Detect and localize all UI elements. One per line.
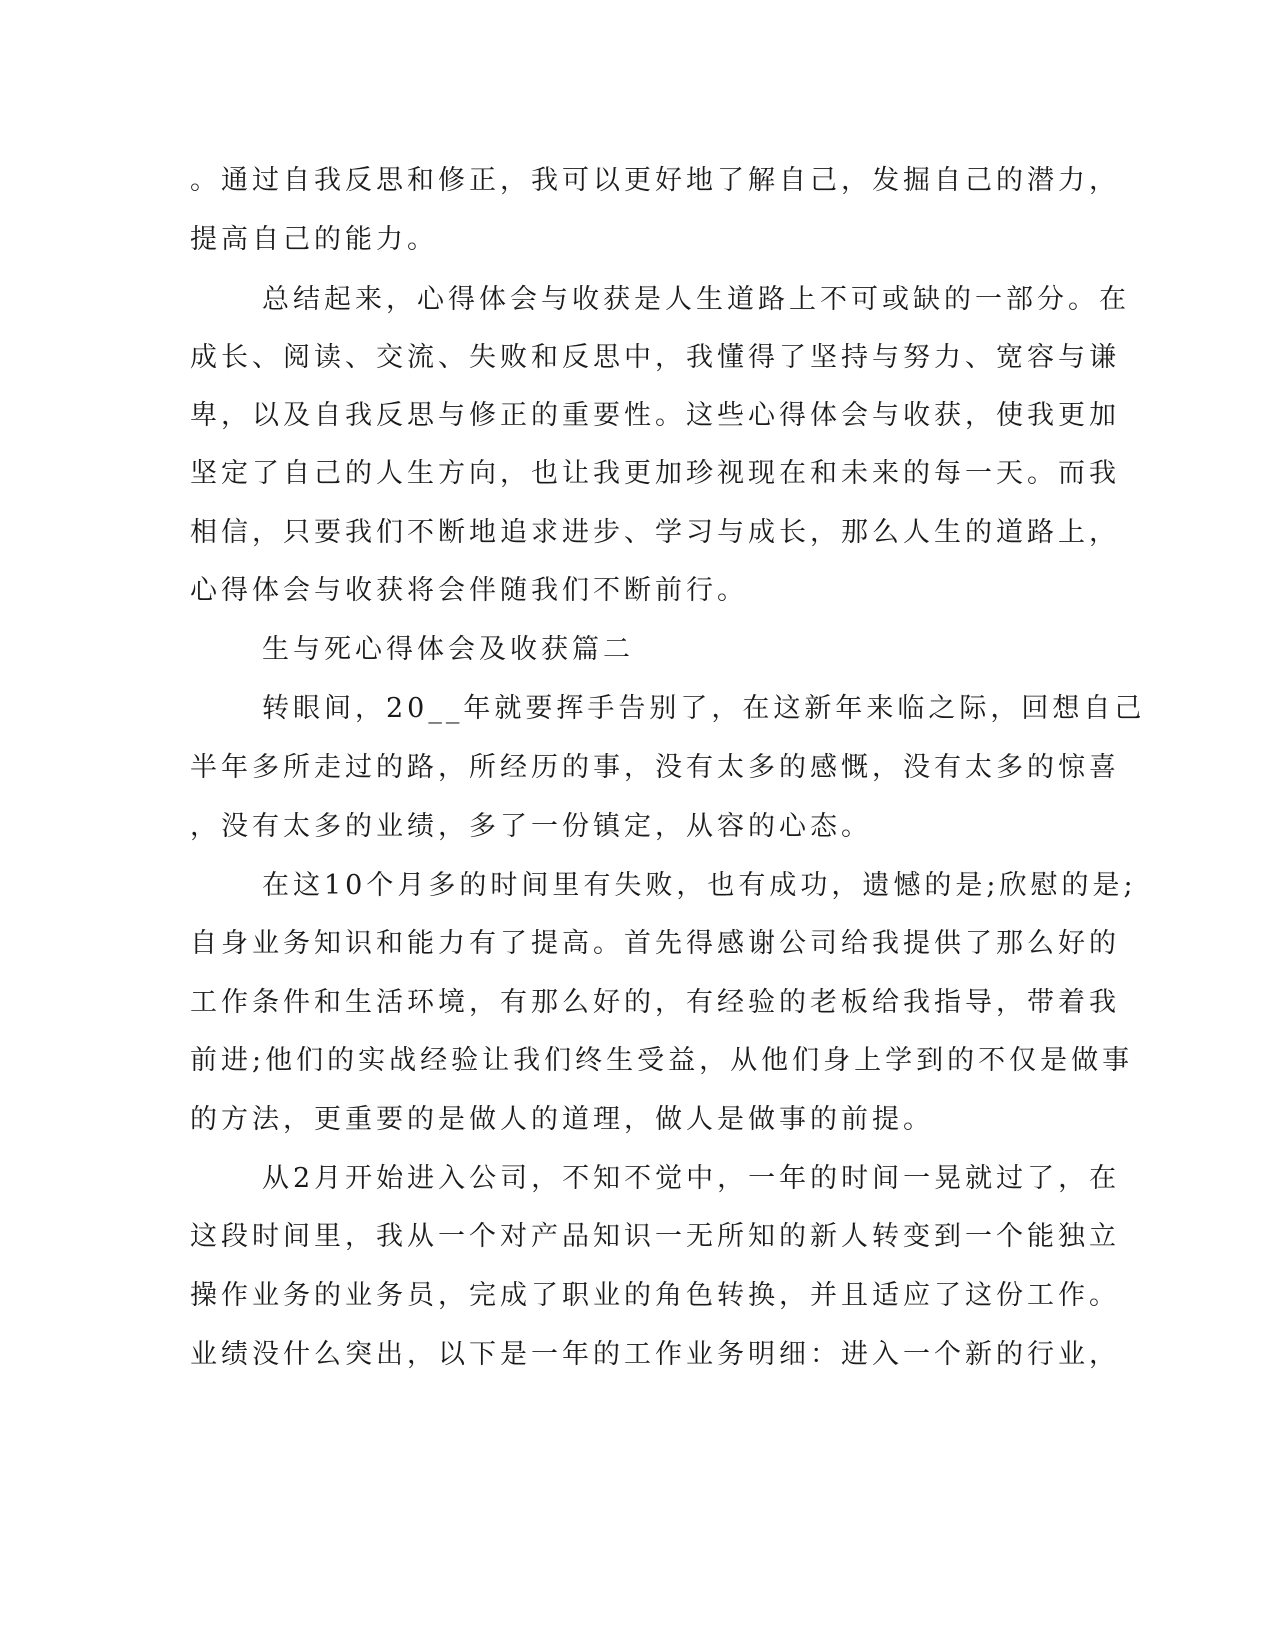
text-line: 这段时间里，我从一个对产品知识一无所知的新人转变到一个能独立 — [190, 1221, 1120, 1252]
text-line: 半年多所走过的路，所经历的事，没有太多的感慨，没有太多的惊喜 — [190, 752, 1120, 783]
text-line: 前进;他们的实战经验让我们终生受益，从他们身上学到的不仅是做事 — [190, 1045, 1134, 1076]
text-line: 的方法，更重要的是做人的道理，做人是做事的前提。 — [190, 1104, 934, 1135]
section-heading: 生与死心得体会及收获篇二 — [262, 634, 634, 665]
text-line: ，没有太多的业绩，多了一份镇定，从容的心态。 — [190, 811, 872, 842]
text-line: 坚定了自己的人生方向，也让我更加珍视现在和未来的每一天。而我 — [190, 458, 1120, 489]
text-line: 心得体会与收获将会伴随我们不断前行。 — [190, 575, 748, 606]
text-line: 提高自己的能力。 — [190, 224, 438, 255]
paragraph-first-line: 从2月开始进入公司，不知不觉中，一年的时间一晃就过了，在 — [262, 1163, 1121, 1194]
paragraph-first-line: 在这10个月多的时间里有失败，也有成功，遗憾的是;欣慰的是; — [262, 870, 1137, 901]
text-line: 卑，以及自我反思与修正的重要性。这些心得体会与收获，使我更加 — [190, 400, 1120, 431]
text-line: 业绩没什么突出，以下是一年的工作业务明细：进入一个新的行业， — [190, 1339, 1120, 1370]
text-line: 。通过自我反思和修正，我可以更好地了解自己，发掘自己的潜力， — [190, 165, 1120, 196]
text-line: 操作业务的业务员，完成了职业的角色转换，并且适应了这份工作。 — [190, 1280, 1120, 1311]
paragraph-first-line: 转眼间，20__年就要挥手告别了，在这新年来临之际，回想自己 — [262, 693, 1146, 724]
text-line: 自身业务知识和能力有了提高。首先得感谢公司给我提供了那么好的 — [190, 928, 1120, 959]
text-line: 工作条件和生活环境，有那么好的，有经验的老板给我指导，带着我 — [190, 987, 1120, 1018]
paragraph-first-line: 总结起来，心得体会与收获是人生道路上不可或缺的一部分。在 — [262, 284, 1130, 315]
text-line: 相信，只要我们不断地追求进步、学习与成长，那么人生的道路上， — [190, 517, 1120, 548]
text-line: 成长、阅读、交流、失败和反思中，我懂得了坚持与努力、宽容与谦 — [190, 342, 1120, 373]
